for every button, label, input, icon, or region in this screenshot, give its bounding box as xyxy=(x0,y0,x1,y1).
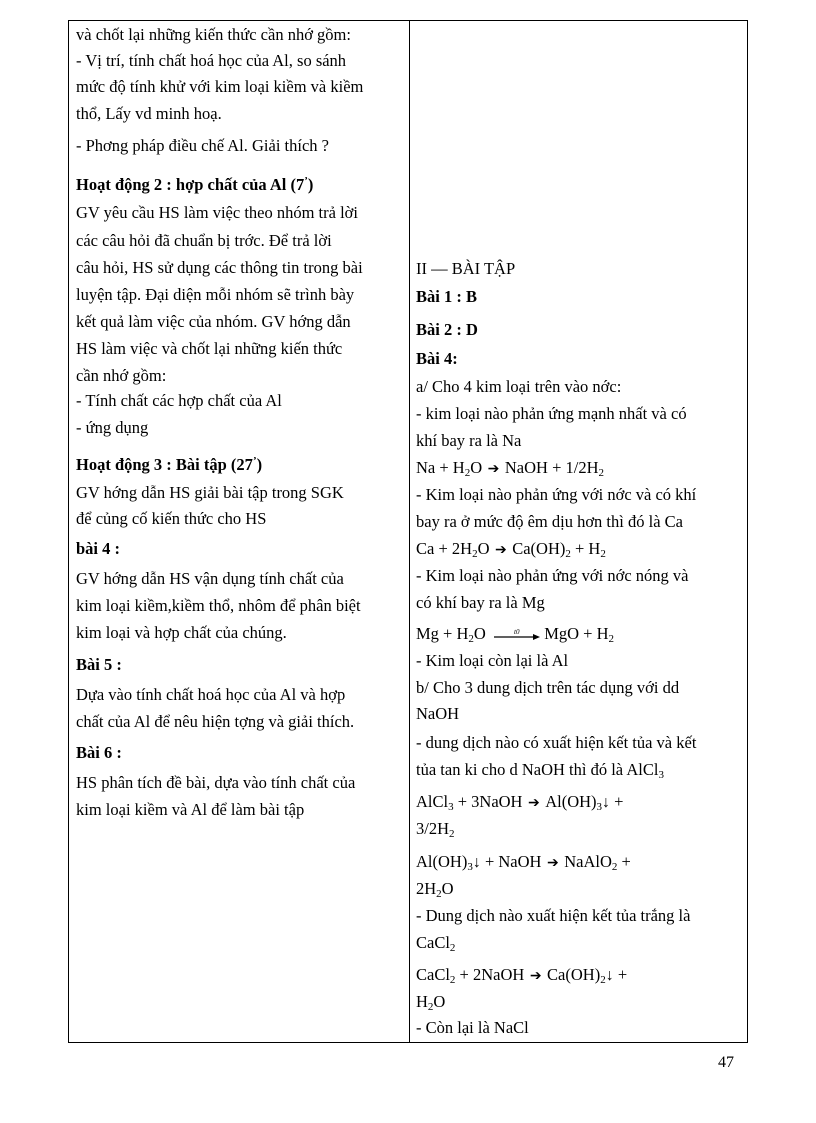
subscript: 2 xyxy=(600,974,606,986)
heading-text: Hoạt động 2 : hợp chất của Al (7 xyxy=(76,175,305,194)
equation-aloh3 xyxy=(416,852,631,877)
subscript: 2 xyxy=(598,467,605,479)
heading-end: ) xyxy=(307,175,314,194)
arrow-right-icon: ➔ xyxy=(484,462,503,477)
text-line: các câu hỏi đã chuẩn bị trớc. Để trả lời xyxy=(76,231,332,250)
text-line: GV yêu cầu HS làm việc theo nhóm trả lời xyxy=(76,203,358,222)
eq-part: H xyxy=(416,992,428,1011)
subscript: 2 xyxy=(611,861,618,873)
text-line: GV hớng dẫn HS giải bài tập trong SGK xyxy=(76,483,344,502)
equation-ca xyxy=(416,539,606,564)
arrow-right-icon: ➔ xyxy=(524,796,544,811)
text-line: - ứng dụng xyxy=(76,418,149,437)
equation-cacl2-cont xyxy=(416,992,445,1017)
text-line: bay ra ở mức độ êm dịu hơn thì đó là Ca xyxy=(416,512,683,531)
text-line xyxy=(416,760,664,785)
heading-bai-4: bài 4 : xyxy=(76,539,121,558)
text-line: khí bay ra là Na xyxy=(416,431,522,450)
eq-part: O xyxy=(441,879,454,898)
text-line: - Kim loại còn lại là Al xyxy=(416,651,569,670)
subscript: 2 xyxy=(464,467,471,479)
eq-part: Al(OH) xyxy=(416,852,468,871)
eq-part: + xyxy=(617,852,631,871)
precipitate-arrow-icon: ↓ xyxy=(472,854,481,871)
eq-part: O xyxy=(470,458,483,477)
text-line: - Tính chất các hợp chất của Al xyxy=(76,391,282,410)
equation-alcl3-cont xyxy=(416,819,455,844)
answer-bai-2: Bài 2 : D xyxy=(416,320,478,339)
text-line: chất của Al để nêu hiện tợng và giải thích. xyxy=(76,712,355,731)
eq-part: tủa tan ki cho d NaOH thì đó là AlCl xyxy=(416,760,659,779)
heading-text: Hoạt động 3 : Bài tập (27 xyxy=(76,455,253,474)
eq-part: NaOH + 1/2H xyxy=(504,458,599,477)
eq-part: Ca + 2H xyxy=(416,539,473,558)
text-line: - Kim loại nào phản ứng với nớc và có khí xyxy=(416,485,697,504)
subscript: 3 xyxy=(658,769,664,781)
heading-bai-5: Bài 5 : xyxy=(76,655,122,674)
text-line: câu hỏi, HS sử dụng các thông tin trong bài xyxy=(76,258,363,277)
eq-part: + H xyxy=(570,539,601,558)
text-line: có khí bay ra là Mg xyxy=(416,593,545,612)
text-line: để củng cố kiến thức cho HS xyxy=(76,509,267,528)
text-line: kim loại kiềm và Al để làm bài tập xyxy=(76,800,305,819)
column-divider xyxy=(409,21,410,1042)
text-line: - kim loại nào phản ứng mạnh nhất và có xyxy=(416,404,687,423)
subscript: 2 xyxy=(468,633,474,645)
equation-aloh3-cont xyxy=(416,879,454,904)
subscript: 2 xyxy=(427,1001,434,1013)
answer-bai-1: Bài 1 : B xyxy=(416,287,477,306)
text-line: kim loại kiềm,kiềm thổ, nhôm để phân biệt xyxy=(76,596,361,615)
arrow-right-icon: ➔ xyxy=(526,969,546,984)
text-line: kim loại và hợp chất của chúng. xyxy=(76,623,287,642)
text-line: cần nhớ gồm: xyxy=(76,366,167,385)
heading-bai-6: Bài 6 : xyxy=(76,743,122,762)
precipitate-arrow-icon: ↓ xyxy=(602,794,611,811)
lesson-table xyxy=(68,20,748,1043)
text-line: - Dung dịch nào xuất hiện kết tủa trắng là xyxy=(416,906,691,925)
subscript: 2 xyxy=(608,633,615,645)
text-line: HS làm việc và chốt lại những kiến thức xyxy=(76,339,343,358)
eq-part: + xyxy=(610,792,624,811)
equation-na xyxy=(416,458,604,483)
text-line: NaOH xyxy=(416,704,460,723)
text-line: b/ Cho 3 dung dịch trên tác dụng với dd xyxy=(416,678,680,697)
eq-part: Al(OH) xyxy=(545,792,597,811)
prime-mark: ’ xyxy=(304,175,308,187)
page-number: 47 xyxy=(718,1054,734,1071)
prime-mark: ’ xyxy=(252,455,257,467)
text-line: và chốt lại những kiến thức cần nhớ gồm: xyxy=(76,25,351,44)
text-line: - dung dịch nào có xuất hiện kết tủa và kết xyxy=(416,733,697,752)
eq-part: 3/2H xyxy=(416,819,449,838)
eq-part: MgO + H xyxy=(544,624,609,643)
text-line: luyện tập. Đại diện mỗi nhóm sẽ trình bày xyxy=(76,285,355,304)
eq-part: + NaOH xyxy=(480,852,542,871)
answer-bai-4: Bài 4: xyxy=(416,349,458,368)
eq-part: CaCl xyxy=(416,965,450,984)
subscript: 2 xyxy=(472,548,478,560)
text-line: a/ Cho 4 kim loại trên vào nớc: xyxy=(416,377,622,396)
subscript: 2 xyxy=(449,942,456,954)
text-line: HS phân tích đề bài, dựa vào tính chất của xyxy=(76,773,356,792)
precipitate-arrow-icon: ↓ xyxy=(605,967,614,984)
equation-alcl3 xyxy=(416,792,623,817)
text-line: - Vị trí, tính chất hoá học của Al, so sánh xyxy=(76,51,347,70)
heading-end: ) xyxy=(256,455,263,474)
eq-part: + xyxy=(613,965,628,984)
text-line: kết quả làm việc của nhóm. GV hớng dẫn xyxy=(76,312,351,331)
text-line: GV hớng dẫn HS vận dụng tính chất của xyxy=(76,569,344,588)
text-line: Dựa vào tính chất hoá học của Al và hợp xyxy=(76,685,346,704)
eq-part: Mg + H xyxy=(416,624,469,643)
eq-part: O xyxy=(433,992,446,1011)
heading-activity-3 xyxy=(76,451,262,475)
subscript: 2 xyxy=(449,828,455,840)
subscript: 3 xyxy=(448,801,454,813)
eq-part: O xyxy=(473,624,486,643)
arrow-right-icon: ➔ xyxy=(491,543,511,558)
section-heading: II — BÀI TẬP xyxy=(416,259,516,278)
equation-cacl2 xyxy=(416,965,627,990)
eq-part: Na + H xyxy=(416,458,465,477)
eq-part: Ca(OH) xyxy=(512,539,566,558)
text-line xyxy=(416,933,455,958)
subscript: 2 xyxy=(449,974,456,986)
eq-part: AlCl xyxy=(416,792,449,811)
text-line: mức độ tính khử với kim loại kiềm và kiềm xyxy=(76,77,364,96)
eq-part: + 2NaOH xyxy=(455,965,525,984)
heat-condition-label: t0 xyxy=(514,628,520,637)
subscript: 3 xyxy=(596,801,603,813)
eq-part: + 3NaOH xyxy=(453,792,523,811)
text-line: - Kim loại nào phản ứng với nớc nóng và xyxy=(416,566,689,585)
eq-part: 2H xyxy=(416,879,437,898)
equation-mg xyxy=(416,624,614,649)
eq-part: NaAlO xyxy=(564,852,612,871)
arrow-right-icon: ➔ xyxy=(543,856,563,871)
eq-part: Ca(OH) xyxy=(547,965,601,984)
text-line: - Còn lại là NaCl xyxy=(416,1018,529,1037)
heat-arrow-icon xyxy=(494,628,540,642)
text-line: thổ, Lấy vd minh hoạ. xyxy=(76,104,222,123)
text-line: - Phơng pháp điều chế Al. Giải thích ? xyxy=(76,136,329,155)
subscript: 2 xyxy=(436,888,442,900)
heading-activity-2 xyxy=(76,171,313,195)
subscript: 3 xyxy=(467,861,473,873)
eq-part: CaCl xyxy=(416,933,450,952)
eq-part: O xyxy=(477,539,490,558)
subscript: 2 xyxy=(565,548,571,560)
subscript: 2 xyxy=(600,548,606,560)
